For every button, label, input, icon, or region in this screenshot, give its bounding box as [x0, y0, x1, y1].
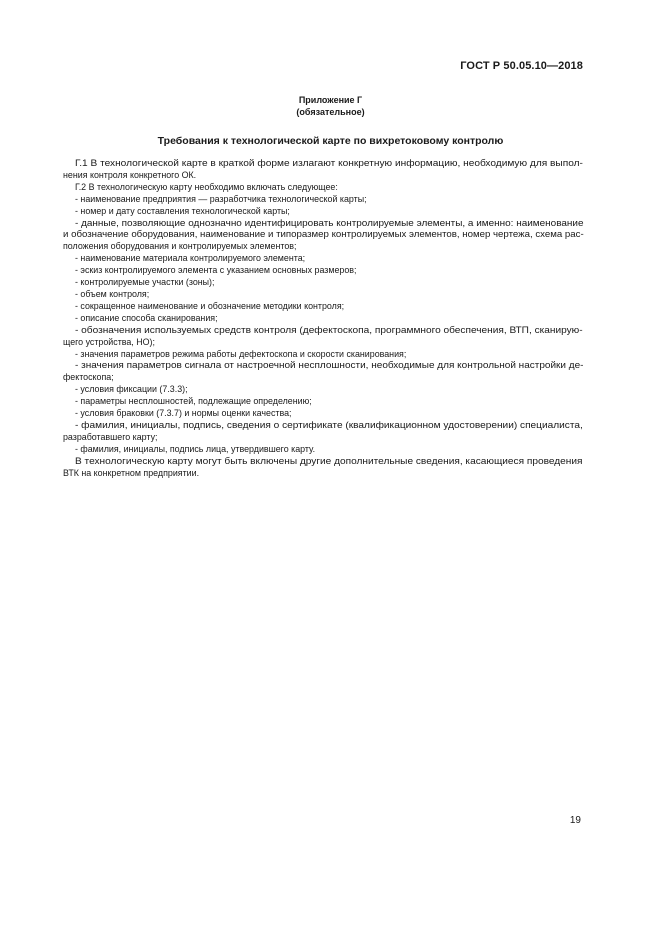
- text-line: - данные, позволяющие однозначно идентифицировать контролируемые элементы, а именно: наименование: [75, 217, 584, 228]
- text-line: - обозначения используемых средств контроля (дефектоскопа, программного обеспечения, ВТП, сканирую-: [75, 324, 583, 335]
- text-line: фектоскопа;: [63, 372, 114, 383]
- body-text: [63, 158, 584, 479]
- text-line: - значения параметров режима работы дефектоскопа и скорости сканирования;: [75, 348, 407, 359]
- text-line: нения контроля конкретного ОК.: [63, 169, 197, 180]
- text-line: - наименование материала контролируемого элемента;: [75, 253, 306, 264]
- text-line: положения оборудования и контролируемых элементов;: [63, 241, 297, 252]
- standard-code: ГОСТ Р 50.05.10—2018: [460, 60, 583, 72]
- text-line: - параметры несплошностей, подлежащие определению;: [75, 396, 312, 407]
- text-line: Г.1 В технологической карте в краткой форме излагают конкретную информацию, необходимую для выпол-: [75, 158, 583, 168]
- section-title: Требования к технологической карте по вихретоковому контролю: [157, 135, 504, 147]
- text-line: - фамилия, инициалы, подпись, сведения о сертификате (квалификационном удостоверении) специалиста,: [75, 419, 583, 430]
- text-line: ВТК на конкретном предприятии.: [63, 467, 200, 478]
- text-line: - сокращенное наименование и обозначение методики контроля;: [75, 300, 345, 311]
- text-line: - фамилия, инициалы, подпись лица, утвердившего карту.: [75, 443, 316, 454]
- text-line: - контролируемые участки (зоны);: [75, 277, 215, 288]
- text-line: разработавшего карту;: [63, 431, 158, 442]
- text-line: - объем контроля;: [75, 288, 150, 299]
- text-line: - описание способа сканирования;: [75, 312, 218, 323]
- text-line: - условия фиксации (7.3.3);: [75, 384, 188, 395]
- text-line: - наименование предприятия — разработчика технологической карты;: [75, 193, 367, 204]
- annex-title: Приложение Г: [298, 95, 363, 105]
- text-line: - эскиз контролируемого элемента с указанием основных размеров;: [75, 265, 357, 276]
- text-line: и обозначение оборудования, наименование и типоразмер контролируемых элементов, номер чертежа, схема рас-: [63, 229, 584, 240]
- text-line: - условия браковки (7.3.7) и нормы оценки качества;: [75, 408, 292, 419]
- annex-heading: [0, 94, 661, 118]
- text-line: - номер и дату составления технологической карты;: [75, 205, 290, 216]
- text-line: В технологическую карту могут быть включены другие дополнительные сведения, касающиеся проведения: [75, 455, 583, 466]
- text-line: - значения параметров сигнала от настроечной несплошности, необходимые для контрольной настройки де-: [75, 360, 584, 371]
- text-line: щего устройства, НО);: [63, 336, 155, 347]
- text-line: Г.2 В технологическую карту необходимо включать следующее:: [75, 181, 338, 192]
- page-number: 19: [569, 815, 581, 826]
- annex-status: (обязательное): [296, 107, 365, 117]
